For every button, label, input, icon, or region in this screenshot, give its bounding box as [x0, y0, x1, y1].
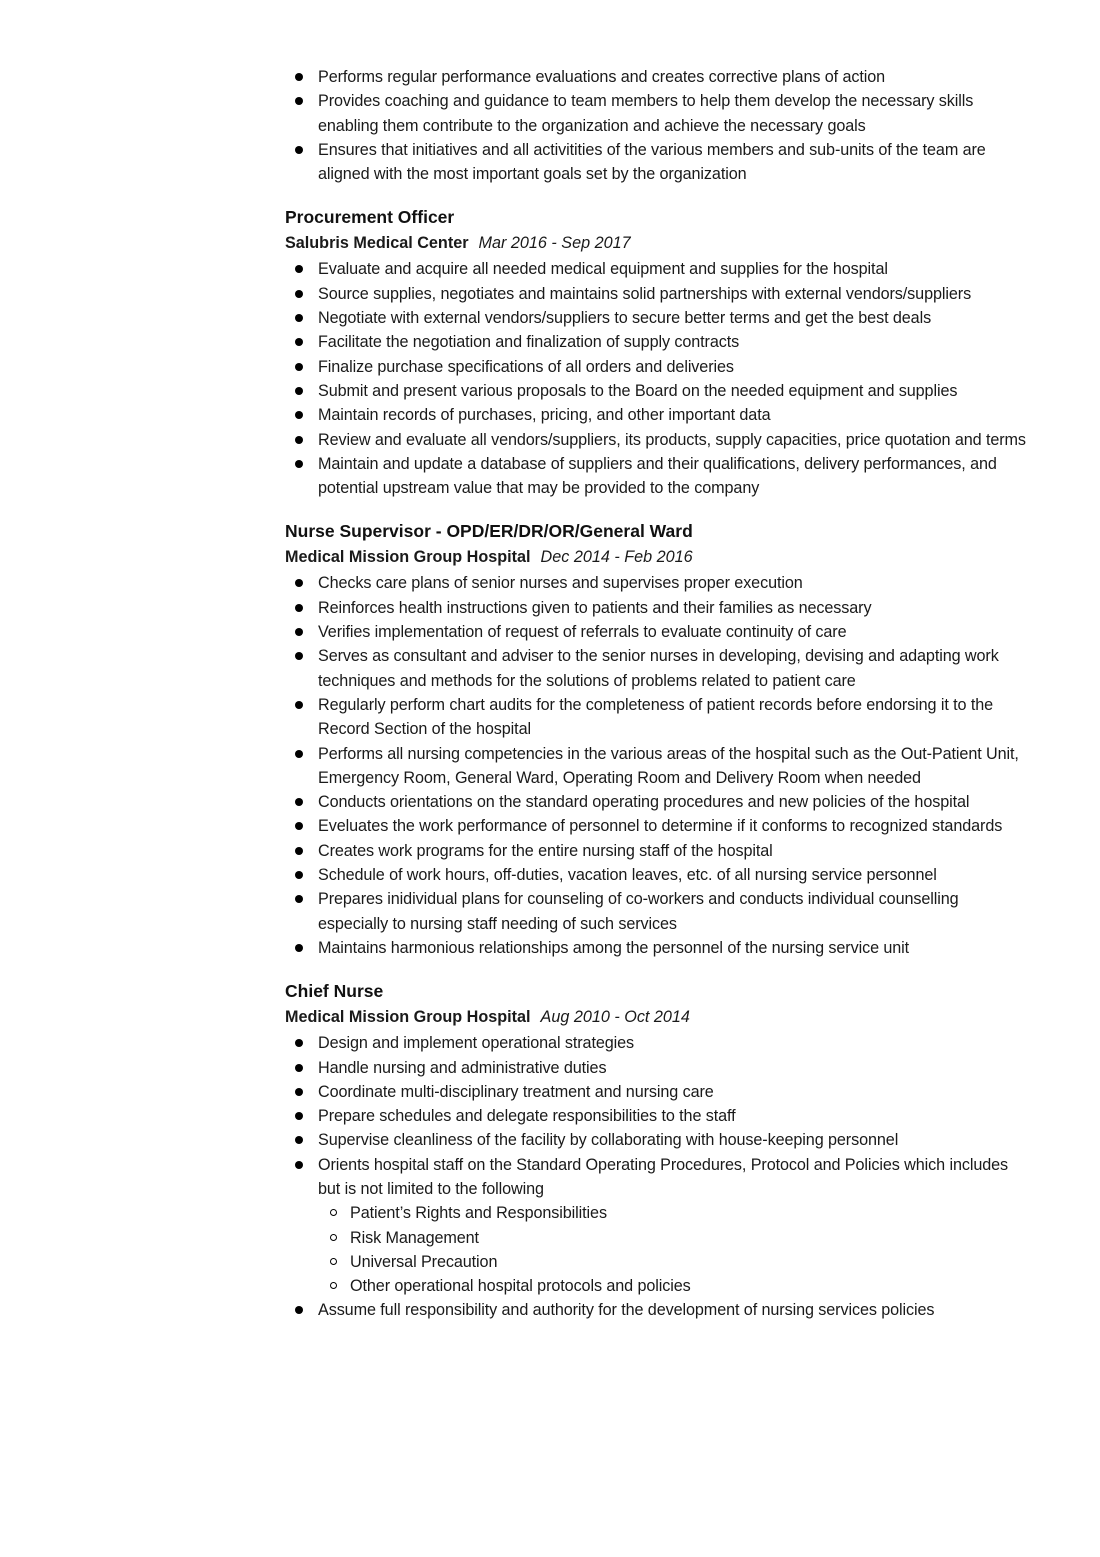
- job-title: Procurement Officer: [285, 207, 455, 228]
- list-item: Negotiate with external vendors/suppliers to secure better terms and get the best deals: [285, 306, 1030, 330]
- list-item: Prepares inidividual plans for counseling of co-workers and conducts individual counselling especially to nursing staff needing of such services: [285, 887, 1030, 936]
- list-item: Verifies implementation of request of referrals to evaluate continuity of care: [285, 620, 1030, 644]
- list-item: Source supplies, negotiates and maintains solid partnerships with external vendors/suppliers: [285, 282, 1030, 306]
- sub-list-item: Universal Precaution: [318, 1250, 1030, 1274]
- job-dates: Dec 2014 - Feb 2016: [540, 548, 693, 567]
- job-dates: Aug 2010 - Oct 2014: [540, 1008, 690, 1027]
- list-item: [285, 1153, 1030, 1299]
- list-item: Finalize purchase specifications of all orders and deliveries: [285, 355, 1030, 379]
- list-item: Assume full responsibility and authority for the development of nursing services policies: [285, 1298, 1030, 1322]
- sub-list-item: Other operational hospital protocols and policies: [318, 1274, 1030, 1298]
- list-item: Conducts orientations on the standard operating procedures and new policies of the hospital: [285, 790, 1030, 814]
- list-item: Facilitate the negotiation and finalization of supply contracts: [285, 330, 1030, 354]
- job-dates: Mar 2016 - Sep 2017: [478, 234, 631, 253]
- list-item: Evaluate and acquire all needed medical equipment and supplies for the hospital: [285, 257, 1030, 281]
- list-item-text: Orients hospital staff on the Standard Operating Procedures, Protocol and Policies which includes but is not limited to the following: [318, 1155, 1009, 1198]
- job-meta: [285, 1004, 1030, 1030]
- job-entry: [285, 978, 1030, 1323]
- list-item: Coordinate multi-disciplinary treatment and nursing care: [285, 1080, 1030, 1104]
- experience-section: [285, 65, 1030, 1323]
- list-item: Maintain records of purchases, pricing, and other important data: [285, 403, 1030, 427]
- list-item: Regularly perform chart audits for the completeness of patient records before endorsing it to the Record Section of the hospital: [285, 693, 1030, 742]
- list-item: Reinforces health instructions given to patients and their families as necessary: [285, 596, 1030, 620]
- list-item: Creates work programs for the entire nursing staff of the hospital: [285, 839, 1030, 863]
- employer-name: Medical Mission Group Hospital: [285, 548, 531, 567]
- job-title: Nurse Supervisor - OPD/ER/DR/OR/General Ward: [285, 521, 693, 542]
- employer-name: Medical Mission Group Hospital: [285, 1008, 531, 1027]
- list-item: Review and evaluate all vendors/suppliers, its products, supply capacities, price quotation and terms: [285, 428, 1030, 452]
- list-item: Design and implement operational strategies: [285, 1031, 1030, 1055]
- job-title: Chief Nurse: [285, 981, 384, 1002]
- list-item: Handle nursing and administrative duties: [285, 1056, 1030, 1080]
- job-bullet-list: [285, 1031, 1030, 1323]
- list-item: Schedule of work hours, off-duties, vacation leaves, etc. of all nursing service personnel: [285, 863, 1030, 887]
- list-item: Performs regular performance evaluations and creates corrective plans of action: [285, 65, 1030, 89]
- sub-list-item: Risk Management: [318, 1226, 1030, 1250]
- sub-bullet-list: [318, 1201, 1030, 1298]
- list-item: Provides coaching and guidance to team members to help them develop the necessary skills enabling them contribute to the organization and achieve the necessary goals: [285, 89, 1030, 138]
- list-item: Serves as consultant and adviser to the senior nurses in developing, devising and adapting work techniques and methods for the solutions of problems related to patient care: [285, 644, 1030, 693]
- intro-bullet-list: [285, 65, 1030, 186]
- job-entry: [285, 518, 1030, 960]
- list-item: Maintains harmonious relationships among the personnel of the nursing service unit: [285, 936, 1030, 960]
- sub-list-item: Patient’s Rights and Responsibilities: [318, 1201, 1030, 1225]
- job-entry: [285, 204, 1030, 500]
- job-bullet-list: [285, 571, 1030, 960]
- list-item: Prepare schedules and delegate responsibilities to the staff: [285, 1104, 1030, 1128]
- list-item: Supervise cleanliness of the facility by collaborating with house-keeping personnel: [285, 1128, 1030, 1152]
- list-item: Maintain and update a database of suppliers and their qualifications, delivery performances, and potential upstream value that may be provided to the company: [285, 452, 1030, 501]
- list-item: Eveluates the work performance of personnel to determine if it conforms to recognized standards: [285, 814, 1030, 838]
- job-meta: [285, 544, 1030, 570]
- job-meta: [285, 230, 1030, 256]
- employer-name: Salubris Medical Center: [285, 234, 469, 253]
- job-bullet-list: [285, 257, 1030, 500]
- list-item: Ensures that initiatives and all activitities of the various members and sub-units of the team are aligned with the most important goals set by the organization: [285, 138, 1030, 187]
- list-item: Submit and present various proposals to the Board on the needed equipment and supplies: [285, 379, 1030, 403]
- list-item: Checks care plans of senior nurses and supervises proper execution: [285, 571, 1030, 595]
- list-item: Performs all nursing competencies in the various areas of the hospital such as the Out-Patient Unit, Emergency Room, General Ward, Operating Room and Delivery Room when needed: [285, 742, 1030, 791]
